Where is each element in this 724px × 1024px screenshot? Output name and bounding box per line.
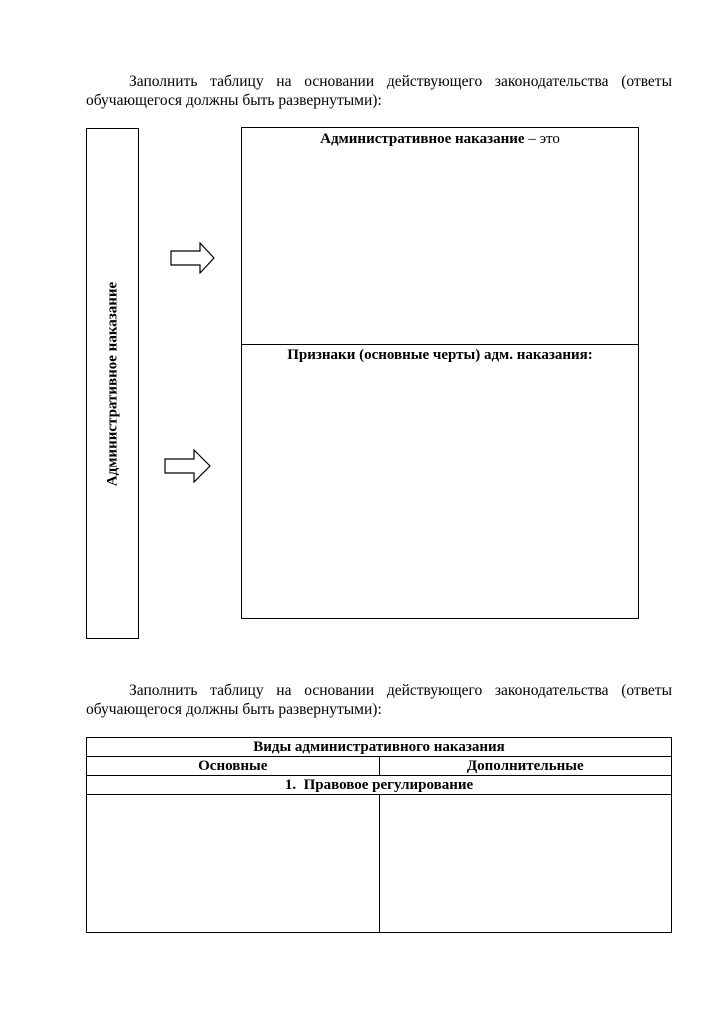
definition-panel [241, 127, 639, 345]
instruction-paragraph-2: Заполнить таблицу на основании действующего законодательства (ответы обучающегося должны быть развернутыми): [86, 682, 672, 718]
additional-types-cell[interactable] [379, 795, 672, 933]
section-header [87, 776, 672, 795]
main-types-cell[interactable] [87, 795, 380, 933]
vertical-label: Административное наказание [104, 281, 120, 486]
vertical-label-box [86, 128, 139, 639]
column-header-additional: Дополнительные [379, 757, 672, 776]
arrow-right-icon [164, 449, 212, 483]
definition-suffix: – это [524, 131, 560, 147]
features-heading: Признаки (основные черты) адм. наказания: [287, 347, 593, 363]
table-title: Виды административного наказания [87, 738, 672, 757]
definition-heading [242, 131, 638, 148]
section-number: 1. [284, 776, 297, 793]
instruction-paragraph-1: Заполнить таблицу на основании действующего законодательства (ответы обучающегося должны быть развернутыми): [86, 73, 672, 109]
column-header-main: Основные [87, 757, 380, 776]
features-panel [241, 344, 639, 619]
section-title: Правовое регулирование [303, 776, 474, 793]
definition-term: Административное наказание [320, 131, 525, 147]
punishment-types-table [86, 737, 672, 933]
arrow-right-icon [170, 242, 216, 274]
